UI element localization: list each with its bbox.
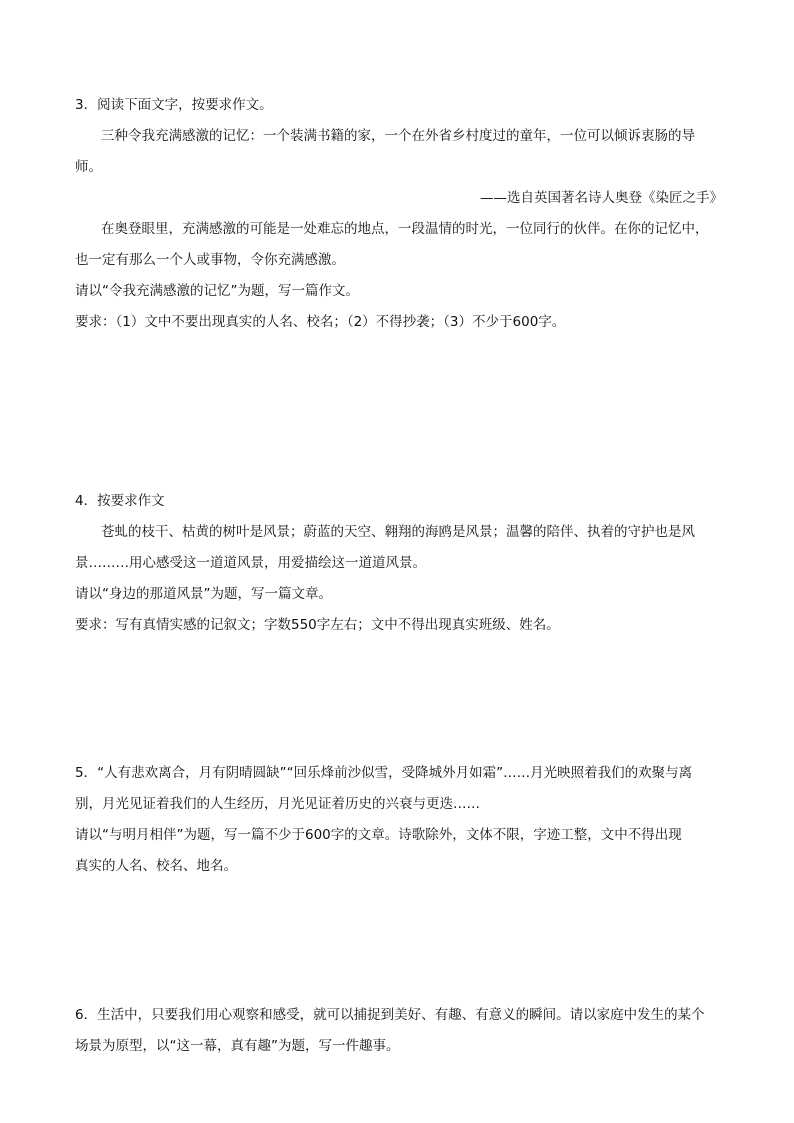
question-4-requirement: 要求：写有真情实感的记叙文；字数550字左右；文中不得出现真实班级、姓名。 [75,617,560,633]
question-6-line-1: 场景为原型，以“这一幕，真有趣”为题，写一件趣事。 [75,1038,400,1054]
question-5-heading: 5．“人有悲欢离合，月有阴晴圆缺”“回乐烽前沙似雪，受降城外月如霜”……月光映照着我们的欢聚与离 [75,765,693,781]
question-3-requirement: 要求：（1）文中不要出现真实的人名、校名；（2）不得抄袭；（3）不少于600字。 [75,314,566,330]
question-4-heading: 4．按要求作文 [75,493,165,509]
question-5-line-1: 别，月光见证着我们的人生经历，月光见证着历史的兴衰与更迭…… [75,796,480,812]
question-4 [75,486,723,641]
question-5-line-3: 真实的人名、校名、地名。 [75,858,237,874]
question-4-body-line-2: 景………用心感受这一道道风景，用爱描绘这一道道风景。 [75,555,426,571]
question-4-body-line-1: 苍虬的枝干、枯黄的树叶是风景；蔚蓝的天空、翱翔的海鸥是风景；温馨的陪伴、执着的守护也是风 [101,524,695,540]
question-3-source: ——选自英国著名诗人奥登《染匠之手》 [480,190,723,206]
question-3-body-line-2: 师。 [75,159,102,175]
question-5-line-2: 请以“与明月相伴”为题，写一篇不少于600字的文章。诗歌除外，文体不限，字迹工整，文中不得出现 [75,827,682,843]
question-6-heading: 6．生活中，只要我们用心观察和感受，就可以捕捉到美好、有趣、有意义的瞬间。请以家庭中发生的某个 [75,1007,705,1023]
question-3-instruction: 请以“令我充满感激的记忆”为题，写一篇作文。 [75,283,359,299]
question-5 [75,758,723,882]
question-3-body2-line-2: 也一定有那么一个人或事物，令你充满感激。 [75,252,345,268]
question-3-body2-line-1: 在奥登眼里，充满感激的可能是一处难忘的地点，一段温情的时光，一位同行的伙伴。在你的记忆中， [101,221,709,237]
question-3-heading: 3．阅读下面文字，按要求作文。 [75,97,273,113]
question-3 [75,90,723,338]
question-4-instruction: 请以“身边的那道风景”为题，写一篇文章。 [75,586,332,602]
question-3-body-line-1: 三种令我充满感激的记忆：一个装满书籍的家，一个在外省乡村度过的童年，一位可以倾诉衷肠的导 [101,128,695,144]
question-6 [75,1000,723,1062]
